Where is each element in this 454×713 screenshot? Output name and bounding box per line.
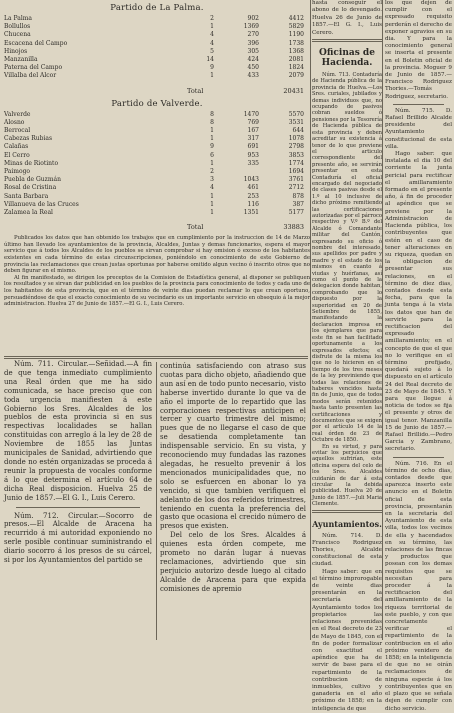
table-row <box>4 111 310 119</box>
row-value: 1351 <box>243 209 259 217</box>
column-rule <box>156 362 157 640</box>
row-value: 5570 <box>288 110 304 118</box>
row-value: 3853 <box>288 151 304 159</box>
row-value: 1078 <box>288 135 304 143</box>
row-value: 1 <box>210 127 214 135</box>
row-value: 2712 <box>288 184 304 192</box>
section-divider <box>312 510 382 513</box>
row-place: Villanueva de las Cruces <box>4 200 79 208</box>
row-value: 14 <box>206 56 214 64</box>
row-place: Calañas <box>4 143 29 151</box>
row-value: 5177 <box>288 209 304 217</box>
row-value: 4 <box>210 39 214 47</box>
row-value: 6 <box>210 151 214 159</box>
table-row <box>4 56 310 64</box>
row-value: 691 <box>247 143 259 151</box>
row-value: 1 <box>210 159 214 167</box>
row-value: 1470 <box>243 110 259 118</box>
row-value: 167 <box>247 127 259 135</box>
row-value: 2079 <box>288 72 304 80</box>
ayuntamientos-heading: Ayuntamientos. <box>312 518 382 529</box>
row-value: 9 <box>210 64 214 72</box>
circular-712: Núm. 712. Circular.—Socorro de presos.—El Alcalde de Aracena ha recurrido á mi autoridad exponiendo no serle posible continuar suministrando el diario socorro á los presos de su cárcel, si por los Ayuntamientos del partido se <box>4 511 152 565</box>
row-value: 424 <box>247 56 259 64</box>
table1 <box>4 15 310 81</box>
table-row <box>4 152 310 160</box>
table-row <box>4 127 310 135</box>
table2-title: Partido de Valverde. <box>111 98 203 109</box>
row-place: Bollullos <box>4 23 31 31</box>
column-rule <box>310 0 311 640</box>
table-row <box>4 184 310 192</box>
notes-paragraph-1: Publicados los datos que han obtenido los trabajos que en cumplimiento por la instruccion de 14 de Marzo último han llevado los ayuntamientos de la provincia, Alcaldes, Juntas y demas funcionarios, espera el mayor servicio que á todos los Alcaldes de los pueblos se sirvan comprobar si hay omision ó exceso de los habitantes existentes en cada término de estas circunscripciones, poniéndolo en conocimiento de este Gobierno de provincia las reclamaciones que crean justas oportunas por haberse omitido algun vecino ó inscrito otros que no deben figurar en el mismo. <box>4 235 310 275</box>
table-row <box>4 119 310 127</box>
row-value: 2081 <box>288 56 304 64</box>
row-value: 270 <box>247 31 259 39</box>
row-place: Alosno <box>4 118 25 126</box>
row-place: Paterna del Campo <box>4 64 63 72</box>
section-divider <box>4 356 308 359</box>
circular-continuation-column <box>160 362 306 640</box>
row-value: 4 <box>210 31 214 39</box>
population-tables-block <box>4 0 310 352</box>
row-value: 317 <box>247 135 259 143</box>
col4-p1: los que dejen de cumplir con el expresado requisito perderán el derecho de exponer agravios en su dia. Y para la conocimiento general se inserta el presente en el Boletin oficial de la provincia. Moguer 9 de Junio de 1857.—Francisco Rodriguez Thories.—Tomás Rodriguez, secretario. <box>385 0 452 100</box>
row-value <box>214 168 259 176</box>
ayunt-714: Núm. 714. D. Francisco Rodriguez Thories, Alcalde constitucional de esta ciudad. <box>312 532 382 568</box>
row-value: 878 <box>292 192 304 200</box>
table-row <box>4 15 310 23</box>
row-place: Hinojos <box>4 47 28 55</box>
row-place: Valverde <box>4 110 31 118</box>
row-place: Villalba del Alcor <box>4 72 57 80</box>
oficinas-713-2: En su virtud, y para evitar los perjuicios que aquellos sufrirían, este oficina espera del celo de los Sres. Alcaldes cuidarán de dar á esta circular la debida publicidad. Huelva 20 de Junio de 1857.—Juli Maria Clemente. <box>312 443 382 508</box>
row-place: Manzanilla <box>4 56 38 64</box>
table-row <box>4 23 310 31</box>
circulars-column <box>4 360 152 640</box>
table-row <box>4 72 310 80</box>
table1-title: Partido de La Palma. <box>110 3 204 13</box>
row-value: 1368 <box>288 47 304 55</box>
table-row <box>4 64 310 72</box>
row-value: 2 <box>210 168 214 176</box>
col4-716: Núm. 716. En el término de ocho dias, contados desde que aparezca inserto este anuncio en el Boletin oficial de esta provincia, presentarán en la secretaría del Ayuntamiento de esta villa, todos los vecinos de ella y hacendados en su término, las relaciones de las fincas y productos que posean con los demas requisitos que se necesitan para proceder á la rectificacion del amillaramiento de la riqueza territorial de este pueblo, y con que concretamente verificar el repartimiento de la contribucion en el año próximo venidero de 1858; en la inteligencia de que no se oirán reclamaciones de ninguna especie á los contribuyentes que en el plazo que se señala dejen de cumplir con dicho servicio. <box>385 460 452 712</box>
row-place: Rosal de Cristina <box>4 184 57 192</box>
oficinas-713: Núm. 713. Contaduría de Hacienda pública de la provincia de Huelva.—Los Sres. curiales, jubilados y demas individuos que, no ocupando de pasivos cobran sueldos ó pensiones por la Tesorería de Hacienda pública de esta provincia y deben acreditar su existencia á tenor de lo que previene el articulo correspondiente del presente año, se servirán presentar en esta Contaduría el oficial encargado del negociado de clases pasivas desde el 1.º al 10 inclusive de dicho próximo remitiendo las certificaciones autorizadas por el párroco respectivo y V.º B.º del Alcalde ó Comandante militar del Cantón, expresando su oficio ó nombre del interesado, sus apellidos por padre y madre y el estado de los mismos en cuanto á viudas y huérfanas, así como el punto de la delegacion donde habitan, comprobando que lo dispuesto por la superioridad en 20 de Setiembre de 1855, manifestando la declaracion impresa en los ejemplares que para este fin se han facilitado oportunamente a los expresados efectos; el disfrute de la misma los que no lo hicieren en el tiempo de los tres meses de la ley previniendo que todas las relaciones de haberes vencidos hasta fin de Junio, que de todos modos serán retenidos hasta tanto presenten las certificaciones y documentos que se exigen por el artículo 14 de la real órden de 23 de Octubre de 1850. <box>312 72 382 444</box>
separator <box>16 507 140 508</box>
row-value: 1738 <box>288 39 304 47</box>
circular-712-cont-2: Del celo de los Sres. Alcaldes á quienes esta órden compete, me prometo no darán lugar á nuevas reclamaciones, advirtiendo que sin perjuicio autorizo desde luego al citado Alcalde de Aracena para que expida comisiones de apremio <box>160 531 306 593</box>
row-value: 4412 <box>288 15 304 22</box>
row-value: 9 <box>210 143 214 151</box>
table-row <box>4 40 310 48</box>
col4-715-2: Hago saber: que instalada el dia 10 del corriente la junta pericial para rectificar el amillaramiento formado en el presente año, á fin de proceder al apéndice que se previene por la Administracion de Hacienda pública, los contribuyentes que estén en el caso de tener alteraciones en su riqueza, quedan en la obligacion de presentar sus relaciones, en el término de diez dias, contados desde esta fecha, para que la junta tenga á la vista los datos que han de servirle para la rectificacion del expresado amillaramiento; en el concepto de que el que no lo verifique en el término prefijado, quedará sujeto á lo dispuesto en el artículo 24 del Real decreto de 23 de Mayo de 1845. Y para que llegue á noticia de todos se fija el presente y otros de igual tenor. Manzanilla 15 de Junio de 1857.—Rafael Brillido.—Pedro Garcia y Zambrano, secretario. <box>385 151 452 453</box>
row-place: El Cerro <box>4 151 30 159</box>
row-value: 8 <box>210 110 214 118</box>
row-value: 387 <box>292 200 304 208</box>
row-value: 1190 <box>288 31 304 39</box>
row-value: 769 <box>247 118 259 126</box>
row-value: 335 <box>247 159 259 167</box>
row-value: 3531 <box>288 118 304 126</box>
column-4 <box>385 0 452 712</box>
row-place: Berrocal <box>4 127 31 135</box>
row-value: 2 <box>210 15 214 22</box>
table-row <box>4 135 310 143</box>
row-value: 253 <box>247 192 259 200</box>
row-value: 461 <box>247 184 259 192</box>
table-row <box>4 209 310 217</box>
oficinas-heading: Oficinas de Hacienda. <box>319 48 375 69</box>
column-3 <box>312 0 382 712</box>
row-place: Cabezas Rubias <box>4 135 53 143</box>
circular-711: Núm. 711. Circular.—Señidad.—A fin de que tenga inmediato cumplimiento una Real órden que me ha sido comunicada, se hace preciso que con toda urgencia manifiesten á este Gobierno los Sres. Alcaldes de los pueblos de esta provincia si en sus respectivas localidades se hallan constituidas con arreglo á la ley de 28 de Noviembre de 1855 las Juntas municipales de Sanidad, advirtiendo que donde no estén organizadas se proceda á reunir la propuesta de vocales conforme á lo que determina el artículo 64 de dicha Real disposicion. Huelva 25 de Junio de 1857.—El G. I., Luis Cerero. <box>4 360 152 502</box>
circular-712-cont: continúa satisfaciendo con atraso sus cuotas para dicho objeto, añadiendo que aun así en de todo punto necesario, visto haberse invertido durante lo que va de año el importe de lo repartido que las corporaciones respectivas anticipen el tercer y cuarto trimestre del mismo; pues que de no llegarse el caso de que se desatienda completamente tan indispensable servicio. En su vista, y reconociendo muy fundadas las razones alegadas, he resuelto prevenir á los mencionados municipalidades que, no solo se esfuercen en abonar lo ya vencido, si que tambien verifiquen el adelanto de los dos referidos trimestres, teniendo en cuenta la preferencia del gasto que ocasiona el crecido número de presos que existen. <box>160 362 306 531</box>
row-value: 1043 <box>243 176 259 184</box>
table-row <box>4 48 310 56</box>
col3-top: hasta conseguir el abono de lo devengado. Huelva 26 de Junio de 1857.—El G. I., Luis Cerero. <box>312 0 382 36</box>
row-value: 902 <box>247 15 259 22</box>
row-value: 8 <box>210 118 214 126</box>
col4-715: Núm. 715. D. Rafael Brillido Alcalde presidente del Ayuntamiento constitucional de esta villa. <box>385 107 452 150</box>
row-value: 396 <box>247 39 259 47</box>
row-value: 450 <box>247 64 259 72</box>
row-value: 2798 <box>288 143 304 151</box>
row-value: 1 <box>210 23 214 31</box>
row-value: 1 <box>210 72 214 80</box>
row-value: 1774 <box>288 159 304 167</box>
row-value: 3 <box>210 176 214 184</box>
row-value: 5829 <box>288 23 304 31</box>
row-value: 433 <box>247 72 259 80</box>
row-place: Paimogo <box>4 168 31 176</box>
table2 <box>4 111 310 218</box>
right-area <box>312 0 452 712</box>
row-value: 644 <box>292 127 304 135</box>
row-place: Puebla de Guzmán <box>4 176 61 184</box>
row-value: 953 <box>247 151 259 159</box>
notes-paragraph-2: Al fin manifestado, se dirigen los preceptos de la Comision de Estadística general, al disponer se publiquen los resultados y se sirvan dar publicidad en los pueblos de la provincia para conocimiento de todos y cada uno de los habitantes de esta provincia, que en el término de veinte dias puedan reclamar lo que crean oportuno, persuadiéndose de que el exacto conocimiento de su vecindario es un importante servicio en obsequio á la mejor administracion. Huelva 27 de Junio de 1857.—El G. I., Luis Cerero. <box>4 274 310 308</box>
row-value: 5 <box>210 47 214 55</box>
table-row <box>4 168 310 176</box>
table-row <box>4 201 310 209</box>
ayunt-714-2: Hago saber: que en el término improrogable de veinte dias presentarán en la secretaría del Ayuntamiento todos los propietarios las relaciones prevenidas en el Real decreto de 23 de Mayo de 1845, con el fin de poder formalizar con exactitud el apéndice que ha de servir de base para el repartimiento de la contribucion de inmuebles, cultivo y ganaderia en el año próximo de 1858; en la inteligencia de que <box>312 568 382 712</box>
row-value: 305 <box>247 47 259 55</box>
table-row <box>4 193 310 201</box>
row-place: Zalamea la Real <box>4 209 53 217</box>
row-place: Minas de Riotinto <box>4 159 59 167</box>
row-value: 1824 <box>288 64 304 72</box>
row-place: La Palma <box>4 15 32 22</box>
row-value: 1 <box>210 135 214 143</box>
row-value: 3761 <box>288 176 304 184</box>
row-value: 1 <box>210 209 214 217</box>
row-place: Santa Barbara <box>4 192 49 200</box>
section-divider <box>312 39 382 42</box>
table-row <box>4 176 310 184</box>
row-value: 1694 <box>288 168 304 176</box>
row-value: 4 <box>210 184 214 192</box>
table-row <box>4 143 310 151</box>
row-place: Escacena del Campo <box>4 39 68 47</box>
separator <box>393 104 444 105</box>
table-row <box>4 31 310 39</box>
row-value: 1 <box>210 200 214 208</box>
row-value: 1 <box>210 192 214 200</box>
column-rule <box>382 0 383 640</box>
row-value: 116 <box>247 200 259 208</box>
row-place: Chucena <box>4 31 31 39</box>
table2-total: Total 33883 <box>187 223 304 232</box>
row-value: 1369 <box>243 23 259 31</box>
table1-total: Total 20431 <box>187 86 304 95</box>
table-row <box>4 160 310 168</box>
separator <box>393 457 444 458</box>
